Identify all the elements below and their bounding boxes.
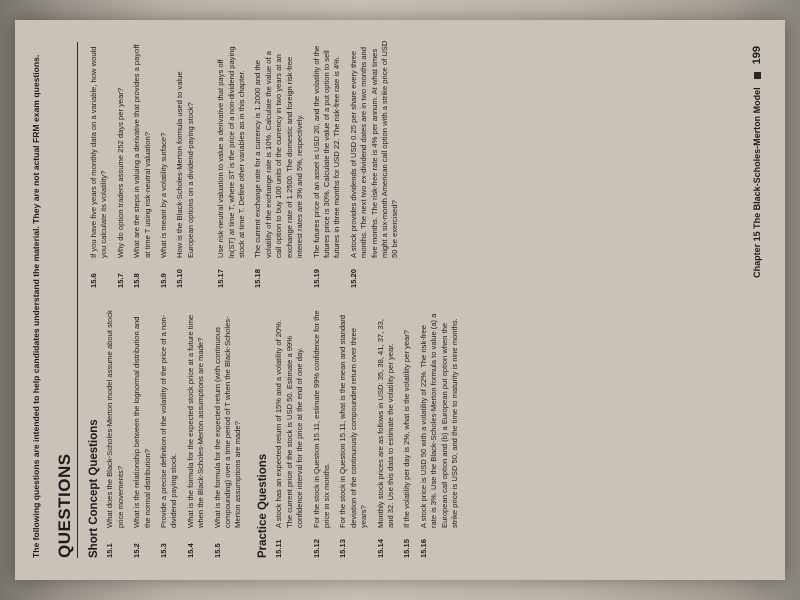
left-column <box>89 310 466 558</box>
question-text: What are the steps in valuing a derivative that provides a payoff at time T using risk-neutral valuation? <box>132 44 152 258</box>
short-concept-heading: Short Concept Questions <box>88 419 100 558</box>
question-number: 15.1 <box>105 543 115 558</box>
page-footer <box>751 46 763 278</box>
question-number: 15.12 <box>311 538 321 558</box>
question-text: A stock price is USD 50 with a volatility of 22%. The risk-free rate is 3%. Use the Black-Scholes-Merton formula to value (a) a European call option and (b) a European put option when the strike price is USD 50, and the time to maturity is nine months. <box>418 313 459 528</box>
question-item <box>132 40 153 288</box>
question-number: 15.11 <box>274 539 284 558</box>
question-item <box>159 40 169 288</box>
title-rule <box>77 42 78 558</box>
question-item <box>89 40 110 288</box>
header-note: The following questions are intended to help candidates understand the material. They are not actual FRM exam questions. <box>31 54 41 558</box>
question-item <box>159 310 180 558</box>
question-text: If the volatility per day is 2%, what is the volatility per year? <box>402 330 412 528</box>
right-column <box>89 40 407 288</box>
question-text: Use risk-neutral valuation to value a derivative that pays off ln(ST) at time T, where ST is the price of a non-dividend paying stock at time T. Define other variables as in this chapter. <box>216 46 247 258</box>
question-text: For the stock in Question 15.11, what is the mean and standard deviation of the continuously compounded return over three years? <box>338 314 369 528</box>
question-text: What does the Black-Scholes-Merton model assume about stock price movements? <box>105 310 125 528</box>
question-text: If you have five years of monthly data on a variable, how would you calculate its volatility? <box>89 46 109 258</box>
question-number: 15.18 <box>253 268 263 288</box>
question-text: Provide a precise definition of the volatility of the price of a non-dividend paying stock. <box>159 314 179 528</box>
question-item <box>186 310 207 558</box>
question-number: 15.6 <box>89 273 98 288</box>
question-number: 15.3 <box>159 543 169 558</box>
question-text: For the stock in Question 15.11, estimate 99% confidence for the price in six months. <box>311 310 331 528</box>
short-concept-list <box>105 310 243 558</box>
question-text: Monthly stock prices are as follows in USD: 35, 38, 41, 37, 33, and 32. Use this data to estimate the volatility per year. <box>375 319 395 528</box>
question-text: What is the relationship between the lognormal distribution and the normal distribution? <box>132 316 152 528</box>
question-item <box>274 310 305 558</box>
question-item <box>338 310 369 558</box>
practice-list <box>274 310 460 558</box>
question-item <box>213 310 244 558</box>
practice-cont-list <box>216 40 401 288</box>
question-item <box>376 310 397 558</box>
question-item <box>132 310 153 558</box>
question-text: The current exchange rate for a currency is 1.2000 and the volatility of the exchange rate is 10%. Calculate the value of a call option to buy 100 units of the currency in two years at an exchange rate of 1.2500. The domestic and foreign risk-free interest rates are 3% and 5%, respectively. <box>253 51 305 258</box>
page-title: QUESTIONS <box>55 453 74 558</box>
question-number: 15.8 <box>132 273 142 288</box>
question-item <box>175 40 196 288</box>
square-bullet-icon <box>754 72 761 79</box>
question-item <box>312 40 343 288</box>
book-page <box>15 20 785 580</box>
question-text: What is the formula for the expected return (with continuous compounding) over a time period of T when the Black-Scholes-Merton assumptions are made? <box>212 316 243 528</box>
question-item <box>116 40 126 288</box>
question-number: 15.2 <box>132 543 142 558</box>
practice-heading: Practice Questions <box>256 453 269 558</box>
question-item <box>105 310 126 558</box>
question-item <box>419 310 461 558</box>
question-number: 15.7 <box>115 273 125 288</box>
page-number: 199 <box>751 46 763 65</box>
question-text: How is the Black-Scholes-Merton formula used to value European options on a dividend-paying stock? <box>175 71 195 258</box>
question-text: A stock provides dividends of USD 0.25 per share every three months. The next two ex-dividend dates are in two months and five months. The risk-free rate is 4% per annum. At what times might a six-month American call option with a strike price of USD 50 be exercised? <box>348 40 400 258</box>
question-number: 15.17 <box>216 268 226 288</box>
question-item <box>402 310 412 558</box>
question-number: 15.5 <box>212 543 222 558</box>
question-number: 15.16 <box>418 538 428 558</box>
short-concept-cont-list <box>89 40 196 288</box>
question-item <box>253 40 305 288</box>
question-number: 15.10 <box>175 268 185 288</box>
question-item <box>312 310 333 558</box>
question-item <box>349 40 401 288</box>
question-item <box>216 40 247 288</box>
question-number: 15.4 <box>185 543 195 558</box>
question-text: Why do option traders assume 252 days per year? <box>115 87 125 258</box>
question-text: A stock has an expected return of 15% and a volatility of 20%. The current price of the stock is USD 50. Estimate a 99% confidence interval for the price at the end of one day. <box>274 319 305 528</box>
question-text: What is the formula for the expected stock price at a future time when the Black-Scholes-Merton assumptions are made? <box>185 314 206 528</box>
column-spacer <box>202 40 216 288</box>
question-number: 15.9 <box>159 273 169 288</box>
question-text: The futures price of an asset is USD 20, and the volatility of the futures price is 30%. Calculate the value of a put option to sell futures in three months for USD 22. The risk-free rate is 4%. <box>311 45 342 258</box>
question-number: 15.14 <box>375 538 385 558</box>
question-number: 15.20 <box>348 268 358 288</box>
chapter-title: Chapter 15 The Black-Scholes-Merton Model <box>752 87 762 278</box>
question-text: What is meant by a volatility surface? <box>159 132 169 258</box>
question-number: 15.13 <box>338 538 348 558</box>
question-number: 15.15 <box>402 538 412 558</box>
question-number: 15.19 <box>311 268 321 288</box>
